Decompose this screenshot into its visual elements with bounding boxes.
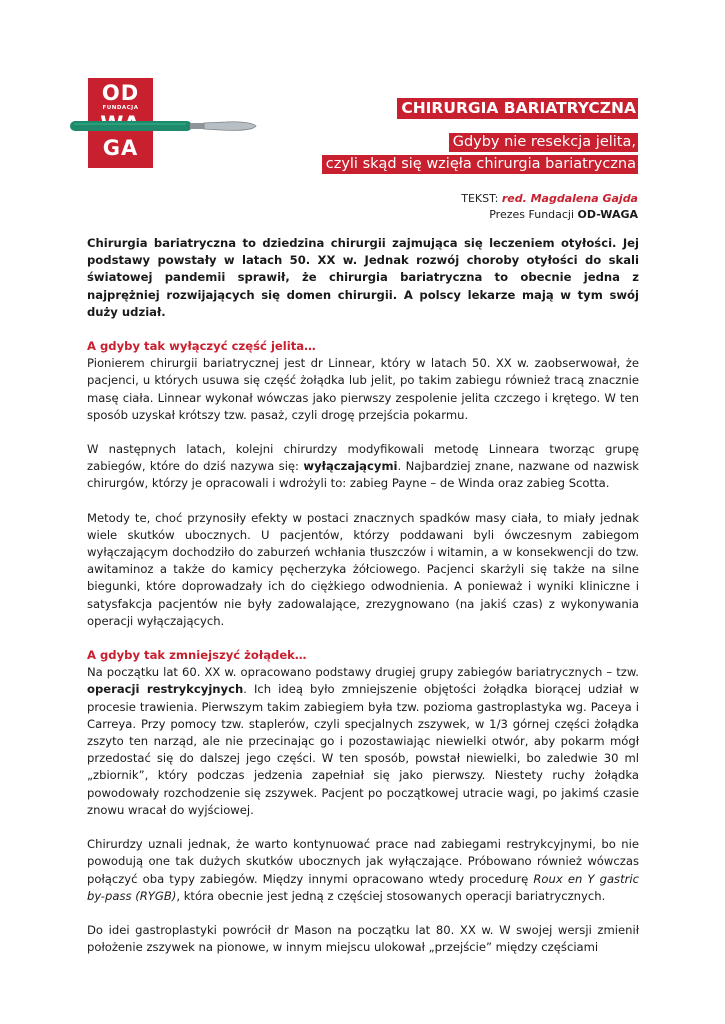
article-title: CHIRURGIA BARIATRYCZNA <box>397 98 638 119</box>
fundacja-logo <box>70 78 260 170</box>
italic-term: Roux en Y gastric by-pass (RYGB) <box>87 871 640 903</box>
byline-author: red. Magdalena Gajda <box>501 192 638 205</box>
logo-ga: GA <box>102 136 139 160</box>
byline-author-line <box>461 191 638 207</box>
paragraph: Pionierem chirurgii bariatrycznej jest dr Linnear, który w latach 50. XX w. zaobserwował, że pacjenci, u których usuwa się część żołądka lub jelit, po takim zabiegu również tracą znacznie masę ciała. Linnear wykonał wówczas jako pierwszy zespolenie jelita czczego i krętego. W ten sposób uzyskał krótszy tzw. pasaż, czyli drogę przejścia pokarmu. <box>87 356 639 422</box>
text-run: . Ich ideą było zmniejszenie objętości żołądka biorącej udział w procesie trawienia. Pierwszym takim zabiegiem była tzw. pozioma gastroplastyka wg. Paceya i Carreya. Przy pomocy tzw. staplerów, czyli specjalnych zszywek, w 1/3 górnej części żołądka zszyto ten narząd, ale nie przecinając go i pozostawiając niewielki otwór, aby pokarm mógł przedostać się do dalszej jego części. W ten sposób, powstał niewielki, bo zaledwie 30 ml „zbiornik”, który podczas jedzenia zapełniał się jako pierwszy. Niestety ruchy żołądka powodowały rozchodzenie się zszywek. Pacjent po początkowej utracie wagi, po jakimś czasie znowu wracał do wyjściowej. <box>87 682 639 817</box>
article-body <box>87 235 639 973</box>
text-run: Chirurdzy uznali jednak, że warto kontynuować prace nad zabiegami restrykcyjnymi, bo nie powodują one tak dużych skutków ubocznych jak wyłączające. Próbowano również wówczas połączyć oba typy zabiegów. Między innymi opracowano wtedy procedurę <box>87 837 639 886</box>
paragraph <box>87 664 639 819</box>
scalpel-icon <box>70 114 260 138</box>
section-heading-1: A gdyby tak wyłączyć część jelita… <box>87 339 316 354</box>
byline-role: Prezes Fundacji <box>489 208 578 221</box>
paragraph: Do idei gastroplastyki powrócił dr Mason na początku lat 80. XX w. W swojej wersji zmienił położenie zszywek na pionowe, w innym miejscu ulokował „przejście” między częściami <box>87 922 639 955</box>
text-run: , która obecnie jest jedną z częściej stosowanych operacji bariatrycznych. <box>176 888 606 903</box>
bold-term: operacji restrykcyjnych <box>87 682 244 697</box>
text-run: Na początku lat 60. XX w. opracowano podstawy drugiej grupy zabiegów bariatrycznych – tzw. <box>87 665 639 680</box>
lead-paragraph: Chirurgia bariatryczna to dziedzina chirurgii zajmująca się leczeniem otyłości. Jej podstawy powstały w latach 50. XX w. Jednak rozwój choroby otyłości do skali światowej pandemii sprawił, że chirurgia bariatryczna to obecnie jedna z najprężniej rozwijających się domen chirurgii. A polscy lekarze mają w tym swój duży udział. <box>87 236 639 319</box>
byline-label: TEKST: <box>461 192 502 205</box>
article-subtitle-line1: Gdyby nie resekcja jelita, <box>449 133 638 152</box>
byline-role-line <box>461 207 638 223</box>
text-run: W następnych latach, kolejni chirurdzy modyfikowali metodę Linneara tworząc grupę zabiegów, które do dziś nazywa się: <box>87 442 639 474</box>
article-subtitle-line2: czyli skąd się wzięła chirurgia bariatryczna <box>322 155 638 174</box>
paragraph <box>87 441 639 493</box>
logo-od: OD <box>101 81 140 105</box>
bold-term: wyłączającymi <box>303 459 398 474</box>
paragraph <box>87 836 639 905</box>
section-heading-2: A gdyby tak zmniejszyć żołądek… <box>87 648 307 663</box>
byline <box>461 191 638 223</box>
byline-org: OD-WAGA <box>577 208 638 221</box>
logo-fundacja: FUNDACJA <box>102 105 139 111</box>
text-run: . Najbardziej znane, nazwane od nazwisk chirurgów, którzy je opracowali i wdrożyli to: zabieg Payne – de Winda oraz zabieg Scotta. <box>87 459 639 491</box>
paragraph: Metody te, choć przynosiły efekty w postaci znacznych spadków masy ciała, to miały jednak wiele skutków ubocznych. U pacjentów, którzy poddawani byli ówczesnym zabiegom wyłączającym dochodziło do zaburzeń wchłania tłuszczów i witamin, a w konsekwencji do tzw. awitaminoz a także do kamicy pęcherzyka żółciowego. Pacjenci skarżyli się także na silne biegunki, które doprowadzały ich do ciężkiego odwodnienia. A ponieważ i wyniki kliniczne i satysfakcja pacjentów nie były zadowalające, zrezygnowano (na jakiś czas) z wykonywania operacji wyłączających. <box>87 510 639 628</box>
